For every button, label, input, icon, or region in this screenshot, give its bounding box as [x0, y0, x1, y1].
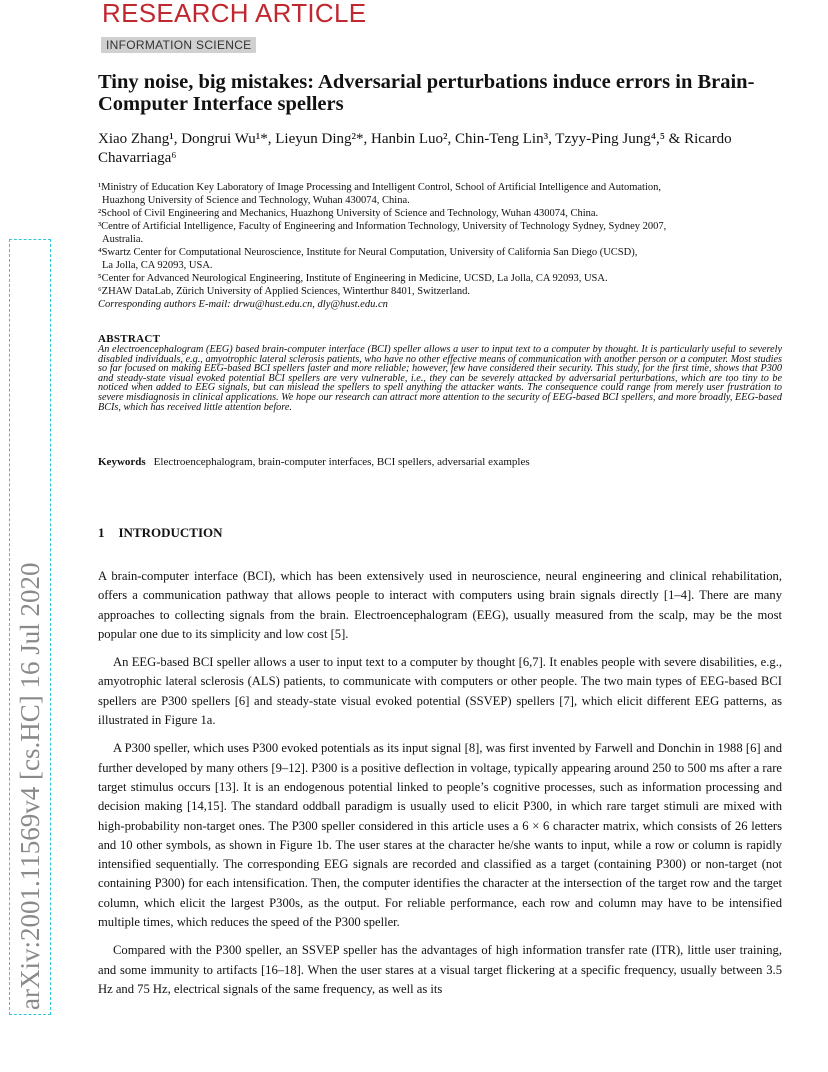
section-title: INTRODUCTION — [118, 525, 223, 540]
affiliation-line: La Jolla, CA 92093, USA. — [102, 260, 213, 271]
section-number: 1 — [98, 525, 105, 540]
abstract-heading: ABSTRACT — [98, 333, 161, 345]
section-heading — [98, 525, 223, 541]
affiliation-line: ²School of Civil Engineering and Mechanics, Huazhong University of Science and Technology, Wuhan 430074, China. — [98, 208, 599, 219]
arxiv-identifier-stamp[interactable]: arXiv:2001.11569v4 [cs.HC] 16 Jul 2020 — [10, 240, 50, 1014]
keywords-label: Keywords — [98, 456, 146, 468]
affiliation-line: ⁶ZHAW DataLab, Zürich University of Applied Sciences, Winterthur 8401, Switzerland. — [98, 286, 471, 297]
abstract-text: An electroencephalogram (EEG) based brain-computer interface (BCI) speller allows a user to input text to a computer by thought. It is particularly useful to severely disabled individuals, e.g., amyotrophic lateral sclerosis patients, who have no other effective means of communication with another person or a computer. Most studies so far focused on making EEG-based BCI spellers faster and more reliable; however, few have considered their security. This study, for the first time, shows that P300 and steady-state visual evoked potential BCI spellers are very vulnerable, i.e., they can be severely attacked by adversarial perturbations, which are too tiny to be noticed when added to EEG signals, but can mislead the spellers to spell anything the attacker wants. The consequence could range from merely user frustration to severe misdiagnosis in clinical applications. We hope our research can attract more attention to the security of EEG-based BCI spellers, and more broadly, EEG-based BCIs, which has received little attention before. — [98, 344, 782, 413]
category-badge: INFORMATION SCIENCE — [101, 37, 256, 53]
abstract-section — [98, 333, 782, 412]
body-paragraph: A P300 speller, which uses P300 evoked potentials as its input signal [8], was first invented by Farwell and Donchin in 1988 [6] and further developed by many others [9–12]. P300 is a positive deflection in voltage, typically appearing around 250 to 500 ms after a rare target stimulus occurs [13]. It is an endogenous potential linked to people’s cognitive processes, such as information processing and decision making [14,15]. The standard oddball paradigm is usually used to elicit P300, in which rare target stimuli are mixed with high-probability non-target ones. The P300 speller considered in this article uses a 6 × 6 character matrix, which consists of 26 letters and 10 other symbols, as shown in Figure 1b. The user stares at the character he/she wants to input, while a row or column is rapidly intensified sequentially. The corresponding EEG signals are recorded and classified as a target (containing P300) or non-target (not containing P300) for each intensification. Then, the computer identifies the character at the intersection of the target row and the target column, which elicit the largest P300s, as the output. For reliable performance, each row and column may have to be intensified multiple times, which reduces the speed of the P300 speller. — [98, 741, 782, 930]
affiliations — [98, 181, 778, 311]
affiliation-line: ⁴Swartz Center for Computational Neuroscience, Institute for Neural Computation, University of California San Diego (UCSD), — [98, 247, 638, 258]
affiliation-line: ¹Ministry of Education Key Laboratory of Image Processing and Intelligent Control, School of Artificial Intelligence and Automation, — [98, 182, 662, 193]
affiliation-line: ³Centre of Artificial Intelligence, Faculty of Engineering and Information Technology, University of Technology Sydney, Sydney 2007, — [98, 221, 667, 232]
body-paragraph: An EEG-based BCI speller allows a user to input text to a computer by thought [6,7]. It enables people with severe disabilities, e.g., amyotrophic lateral sclerosis (ALS) patients, to communicate with computers or other people. The two main types of EEG-based BCI spellers are P300 spellers [6] and steady-state visual evoked potential (SSVEP) spellers [7], which elicit different EEG patterns, as illustrated in Figure 1a. — [98, 655, 782, 728]
paper-title: Tiny noise, big mistakes: Adversarial perturbations induce errors in Brain-Computer Interface spellers — [98, 71, 755, 115]
body-text — [98, 567, 782, 1008]
author-list: Xiao Zhang¹, Dongrui Wu¹*, Lieyun Ding²*, Hanbin Luo², Chin-Teng Lin³, Tzyy-Ping Jung⁴,⁵ & Ricardo Chavarriaga⁶ — [98, 131, 732, 166]
corresponding-authors: Corresponding authors E-mail: drwu@hust.edu.cn, dly@hust.edu.cn — [98, 299, 388, 310]
keywords-text: Electroencephalogram, brain-computer interfaces, BCI spellers, adversarial examples — [153, 456, 530, 468]
article-type-label: RESEARCH ARTICLE — [102, 0, 367, 28]
affiliation-line: Huazhong University of Science and Technology, Wuhan 430074, China. — [102, 195, 410, 206]
affiliation-line: Australia. — [102, 234, 144, 245]
body-paragraph: Compared with the P300 speller, an SSVEP speller has the advantages of high information transfer rate (ITR), little user training, and some immunity to artifacts [16–18]. When the user stares at a visual target flickering at a specific frequency, usually between 3.5 Hz and 75 Hz, electrical signals of the same frequency, as well as its — [98, 943, 782, 996]
affiliation-line: ⁵Center for Advanced Neurological Engineering, Institute of Engineering in Medicine, UCSD, La Jolla, CA 92093, USA. — [98, 273, 608, 284]
body-paragraph: A brain-computer interface (BCI), which has been extensively used in neuroscience, neural engineering and clinical rehabilitation, offers a communication pathway that allows people to interact with computers using brain signals directly [1–4]. There are many approaches to collecting signals from the brain. Electroencephalogram (EEG), usually measured from the scalp, may be the most popular one due to its simplicity and low cost [5]. — [98, 569, 782, 641]
keywords-line — [98, 456, 788, 468]
